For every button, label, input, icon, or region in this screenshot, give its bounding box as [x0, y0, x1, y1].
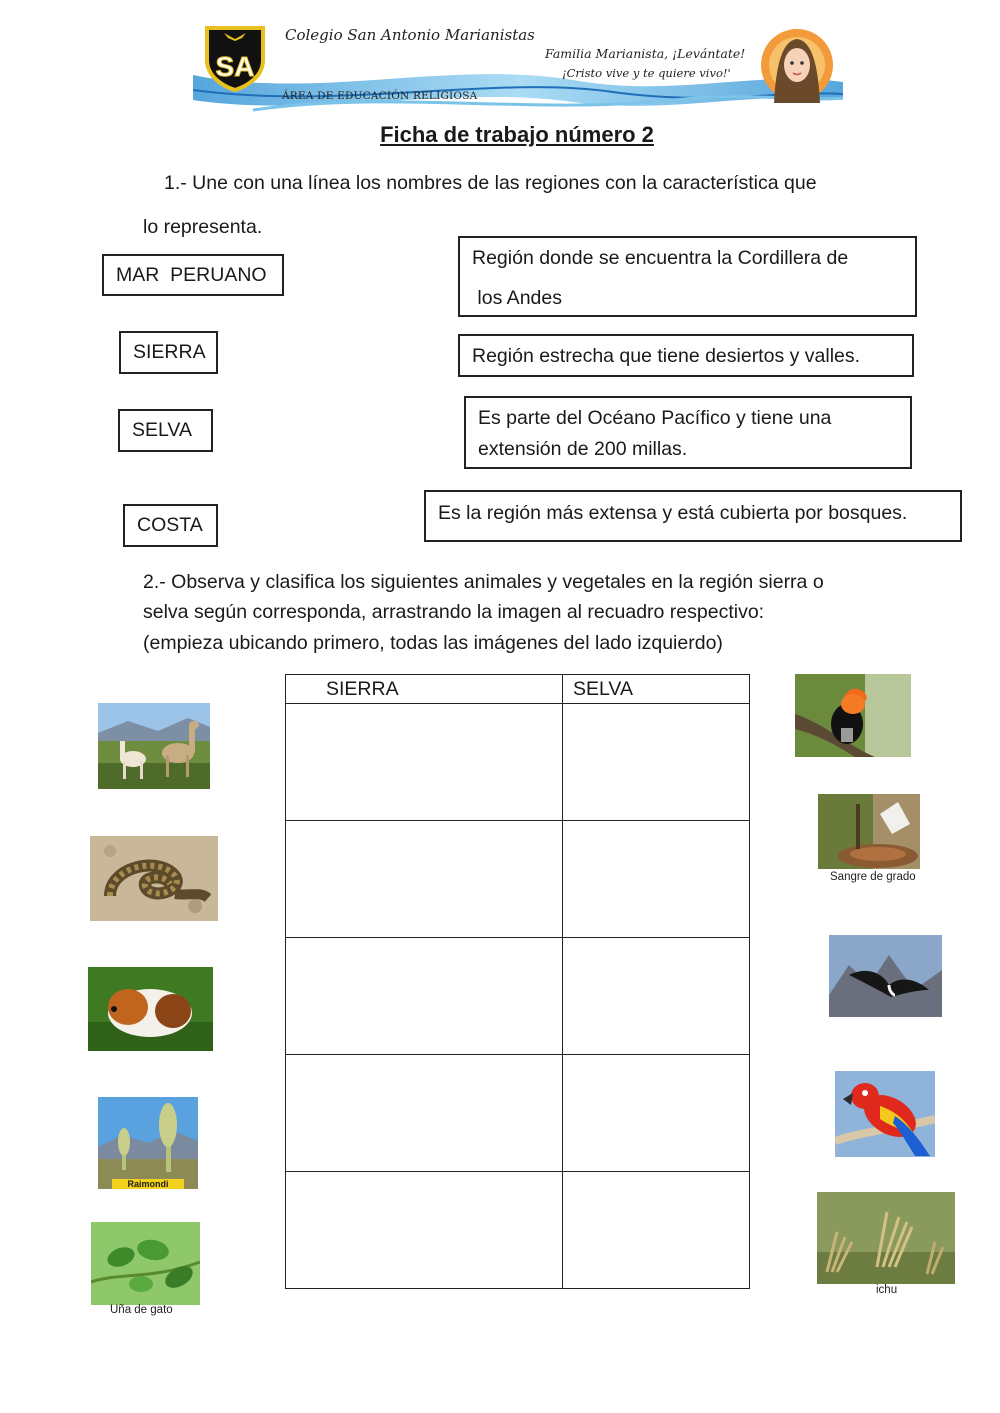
- description-box-3[interactable]: [464, 396, 912, 469]
- description-line: los Andes: [472, 287, 562, 309]
- drop-cell-selva[interactable]: [563, 1055, 750, 1172]
- region-box-costa[interactable]: [123, 504, 218, 547]
- drop-cell-selva[interactable]: [563, 821, 750, 938]
- logo-text: SA: [215, 51, 255, 82]
- school-logo: [202, 24, 268, 92]
- raimondi-label: Raimondi: [127, 1179, 169, 1189]
- ichu-caption: ichu: [876, 1284, 898, 1296]
- guinea-pig-image[interactable]: [88, 967, 213, 1051]
- sangre-de-grado-caption: Sangre de grado: [830, 871, 916, 883]
- drop-cell-sierra[interactable]: [286, 938, 563, 1055]
- region-label: MAR PERUANO: [116, 263, 267, 286]
- drop-cell-sierra[interactable]: [286, 821, 563, 938]
- q2-instruction-line1: 2.- Observa y clasifica los siguientes animales y vegetales en la región sierra o: [143, 571, 824, 593]
- region-label: SIERRA: [133, 341, 206, 363]
- llama-image[interactable]: [98, 703, 210, 789]
- description-line: Región donde se encuentra la Cordillera de: [472, 247, 849, 269]
- drop-cell-selva[interactable]: [563, 1172, 750, 1289]
- region-box-mar-peruano[interactable]: [102, 254, 284, 296]
- description-line: Región estrecha que tiene desiertos y valles.: [472, 345, 861, 367]
- description-box-4[interactable]: [424, 490, 962, 542]
- column-header-sierra: SIERRA: [286, 675, 563, 704]
- snake-image[interactable]: [90, 836, 218, 921]
- raimondi-image[interactable]: [98, 1097, 198, 1189]
- description-box-1[interactable]: [458, 236, 917, 317]
- drop-cell-sierra[interactable]: [286, 1055, 563, 1172]
- description-line: Es la región más extensa y está cubierta por bosques.: [438, 502, 908, 524]
- macaw-image[interactable]: [835, 1071, 935, 1157]
- ichu-image[interactable]: [817, 1192, 955, 1284]
- drop-cell-selva[interactable]: [563, 938, 750, 1055]
- drop-cell-selva[interactable]: [563, 704, 750, 821]
- sangre-de-grado-image[interactable]: [818, 794, 920, 869]
- una-de-gato-image[interactable]: [91, 1222, 200, 1305]
- area-label: ÁREA DE EDUCACIÓN RELIGIOSA: [282, 90, 478, 102]
- q2-instruction-line3: (empieza ubicando primero, todas las imágenes del lado izquierdo): [143, 632, 723, 654]
- column-header-selva: SELVA: [563, 675, 750, 704]
- motto-line-2: ¡Cristo vive y te quiere vivo!': [562, 66, 731, 80]
- portrait-image: [760, 25, 835, 105]
- page-title: Ficha de trabajo número 2: [380, 122, 654, 147]
- classification-table: [285, 674, 750, 1289]
- motto-line-1: Familia Marianista, ¡Levántate!: [545, 46, 746, 61]
- gallito-de-las-rocas-image[interactable]: [795, 674, 911, 757]
- school-name: Colegio San Antonio Marianistas: [285, 26, 535, 44]
- region-box-selva[interactable]: [118, 409, 213, 452]
- drop-cell-sierra[interactable]: [286, 704, 563, 821]
- q1-instruction-line1: 1.- Une con una línea los nombres de las regiones con la característica que: [164, 172, 817, 194]
- description-box-2[interactable]: [458, 334, 914, 377]
- region-label: SELVA: [132, 419, 192, 441]
- description-line: extensión de 200 millas.: [478, 438, 688, 460]
- region-label: COSTA: [137, 514, 203, 536]
- q2-instruction-line2: selva según corresponda, arrastrando la imagen al recuadro respectivo:: [143, 601, 765, 623]
- condor-image[interactable]: [829, 935, 942, 1017]
- region-box-sierra[interactable]: [119, 331, 218, 374]
- q1-instruction-line2: lo representa.: [143, 216, 263, 238]
- drop-cell-sierra[interactable]: [286, 1172, 563, 1289]
- description-line: Es parte del Océano Pacífico y tiene una: [478, 407, 832, 429]
- una-de-gato-caption: Uña de gato: [110, 1304, 173, 1316]
